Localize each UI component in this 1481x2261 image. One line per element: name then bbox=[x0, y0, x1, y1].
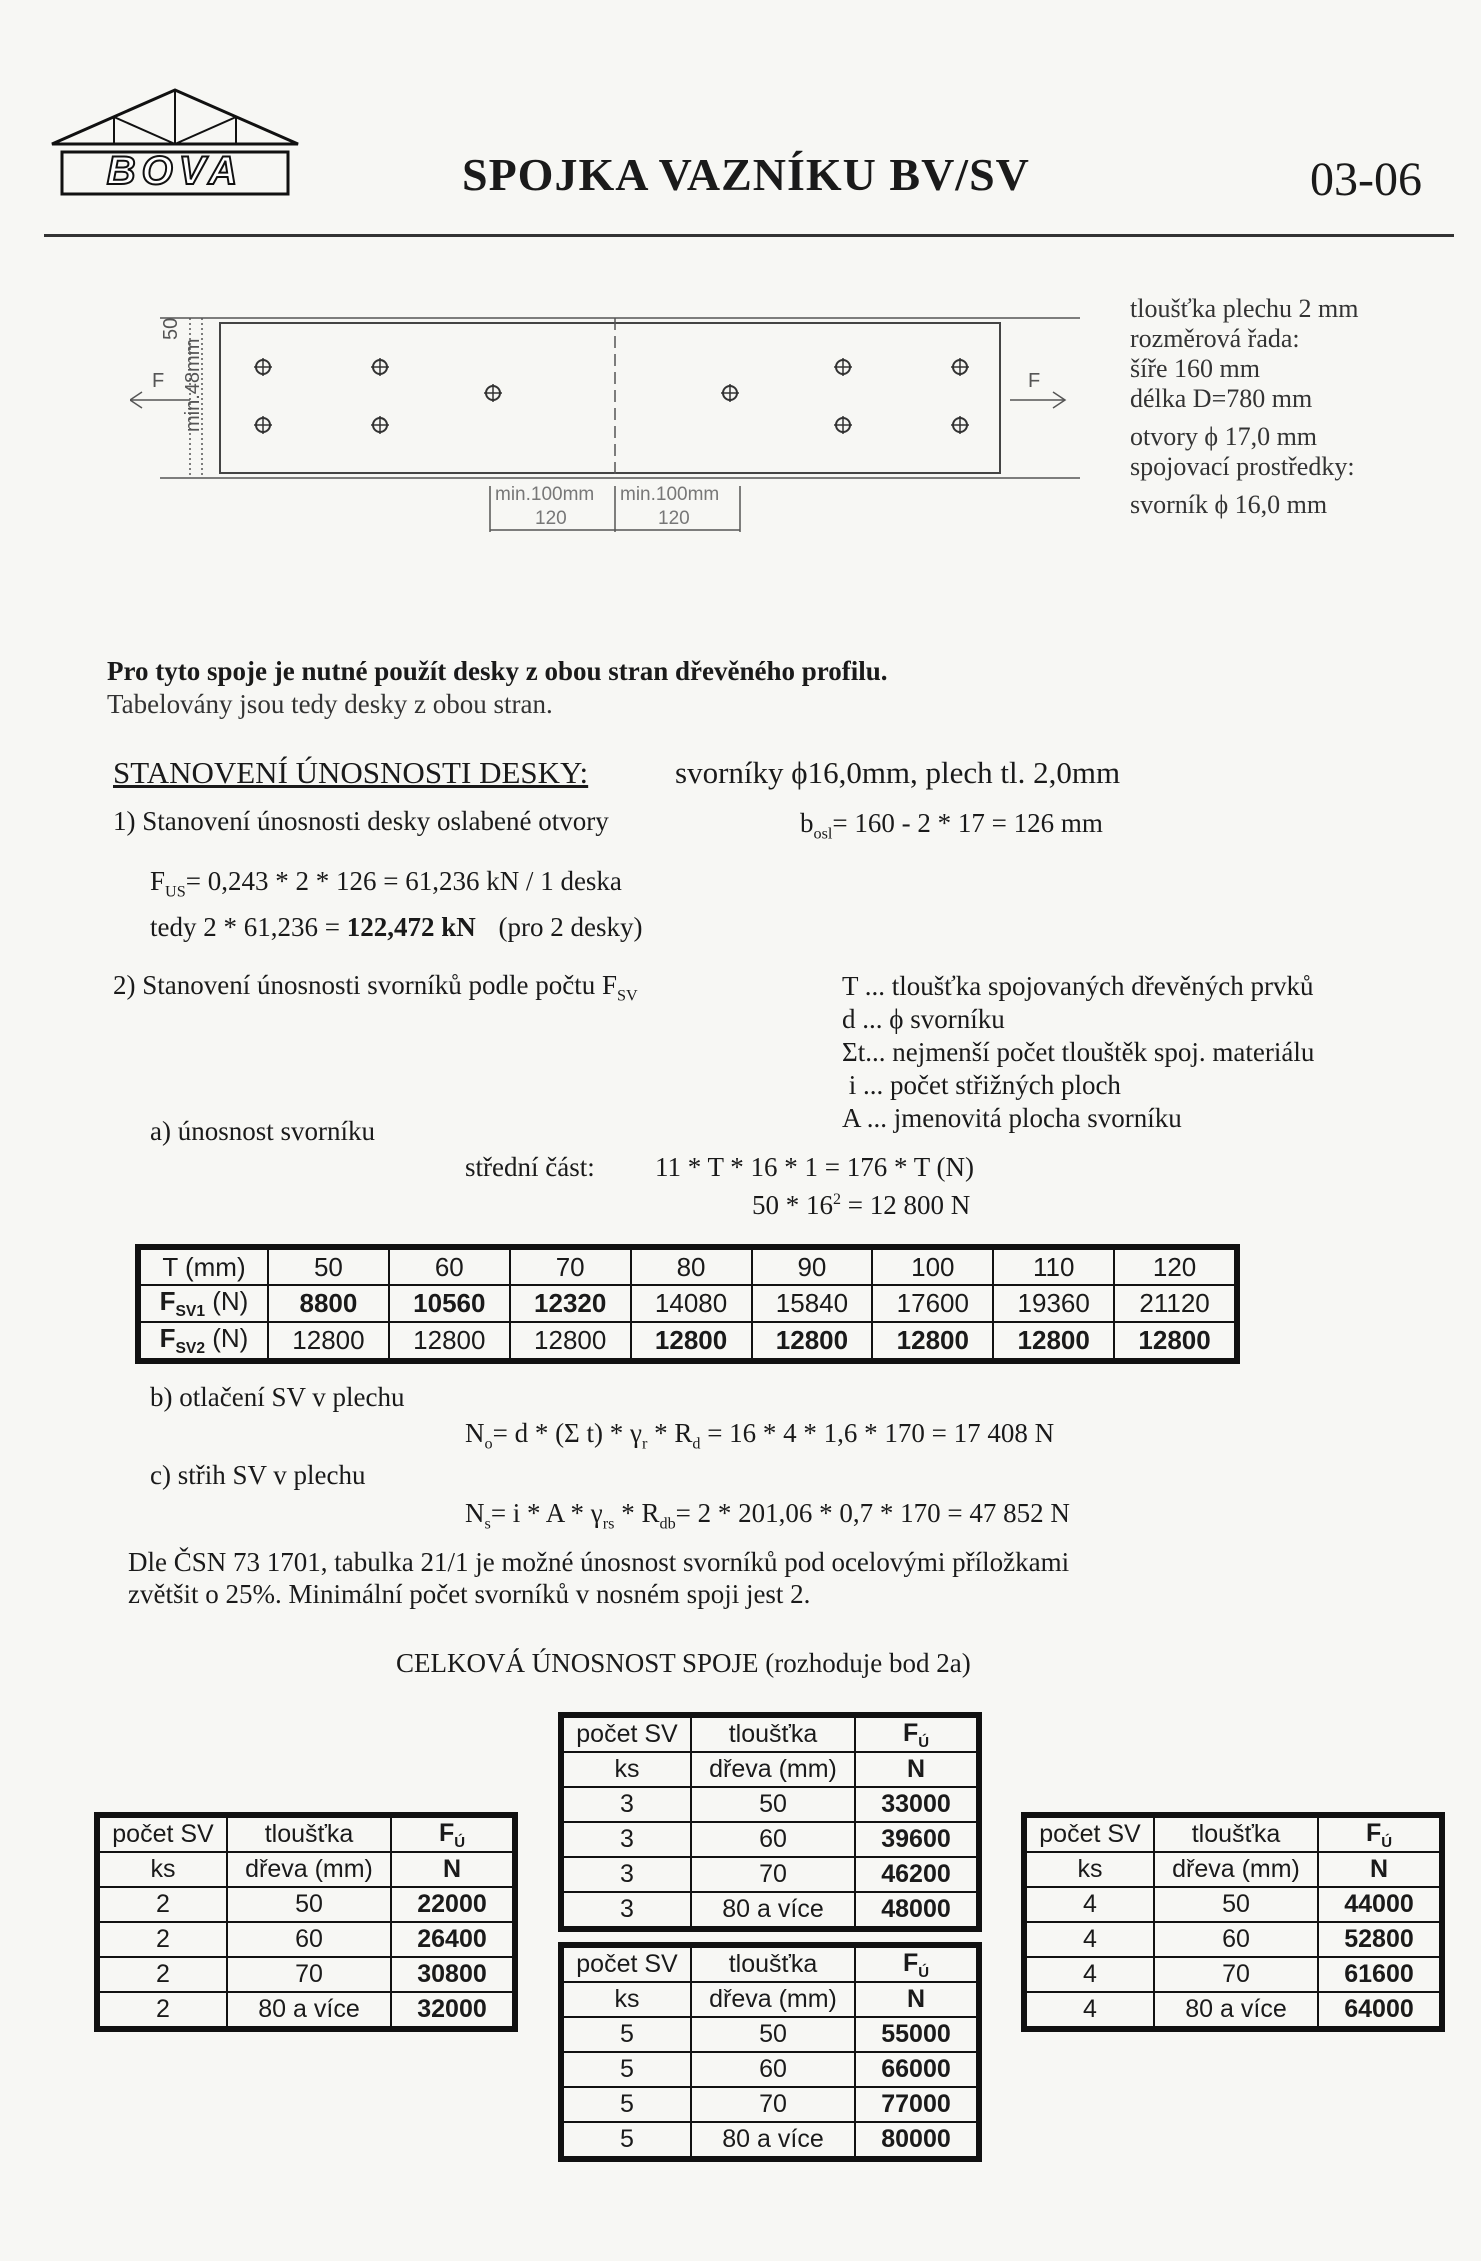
eq-b-r-sub: d bbox=[692, 1434, 701, 1453]
eq-c-gamma-sub: rs bbox=[602, 1514, 615, 1533]
table-cell: 3 bbox=[563, 1892, 691, 1927]
capacity-table-5-bolts-frame bbox=[558, 1942, 982, 2162]
row-label-t: T (mm) bbox=[140, 1249, 268, 1285]
table-cell: 3 bbox=[563, 1822, 691, 1857]
table-cell: 17600 bbox=[872, 1285, 993, 1322]
capacity-table-4-bolts-frame bbox=[1021, 1812, 1445, 2032]
header-cell: ks bbox=[99, 1852, 227, 1887]
table-cell: 100 bbox=[872, 1249, 993, 1285]
dim-120-right: 120 bbox=[658, 508, 690, 529]
fu-sub: Ú bbox=[1381, 1833, 1393, 1851]
row-label-fsv2-sub: SV2 bbox=[175, 1340, 206, 1358]
header-cell: N bbox=[1318, 1852, 1440, 1887]
legend-line: d ... ϕ svorníku bbox=[842, 1004, 1005, 1034]
table-header-row bbox=[1026, 1852, 1440, 1887]
joint-drawing bbox=[130, 300, 1090, 550]
table-cell: 80 a více bbox=[691, 1892, 855, 1927]
table-cell: 60 bbox=[691, 2052, 855, 2087]
tedy-result: 122,472 kN bbox=[346, 912, 476, 942]
header-cell: tloušťka bbox=[227, 1817, 391, 1852]
table-cell: 90 bbox=[752, 1249, 873, 1285]
eq-b-n-sub: o bbox=[484, 1434, 493, 1453]
table-cell: 12800 bbox=[389, 1322, 510, 1359]
capacity-table-2-bolts-frame bbox=[94, 1812, 518, 2032]
table-row bbox=[99, 1992, 513, 2027]
table-cell: 2 bbox=[99, 1957, 227, 1992]
header-cell: tloušťka bbox=[691, 1717, 855, 1752]
spec-line: šíře 160 mm bbox=[1130, 354, 1260, 383]
table-cell: 2 bbox=[99, 1922, 227, 1957]
table-cell: 4 bbox=[1026, 1887, 1154, 1922]
eq-c-r-sub: db bbox=[659, 1514, 676, 1533]
table-row bbox=[563, 2122, 977, 2157]
spec-line: svorník ϕ 16,0 mm bbox=[1130, 490, 1328, 519]
capacity-table-5-bolts bbox=[562, 1946, 978, 2158]
table-row bbox=[1026, 1922, 1440, 1957]
dim-min-right: min.100mm bbox=[620, 484, 720, 505]
table-cell: 12800 bbox=[993, 1322, 1114, 1359]
table-cell: 55000 bbox=[855, 2017, 977, 2052]
fus-equation bbox=[150, 868, 622, 900]
header-cell: dřeva (mm) bbox=[691, 1982, 855, 2017]
header-cell: N bbox=[855, 1752, 977, 1787]
item1: 1) Stanovení únosnosti desky oslabené otvory bbox=[113, 806, 609, 836]
fu-sub: Ú bbox=[918, 1963, 930, 1981]
b-osl-equation bbox=[800, 810, 1103, 842]
table-cell: 80 a více bbox=[227, 1992, 391, 2027]
header-cell bbox=[1318, 1817, 1440, 1852]
table-header-row bbox=[99, 1852, 513, 1887]
table-cell: 5 bbox=[563, 2017, 691, 2052]
legend-line: Σt... nejmenší počet tlouštěk spoj. materiálu bbox=[842, 1037, 1315, 1067]
table-cell: 4 bbox=[1026, 1922, 1154, 1957]
table-cell: 70 bbox=[1154, 1957, 1318, 1992]
section-heading: STANOVENÍ ÚNOSNOSTI DESKY: bbox=[113, 755, 589, 790]
legend-line: A ... jmenovitá plocha svorníku bbox=[842, 1103, 1182, 1133]
table-header-row bbox=[563, 1717, 977, 1752]
header-cell: počet SV bbox=[99, 1817, 227, 1852]
b-osl-symbol: b bbox=[800, 808, 814, 838]
header-cell: tloušťka bbox=[691, 1947, 855, 1982]
spec-line: tloušťka plechu 2 mm bbox=[1130, 294, 1359, 323]
table-header-row bbox=[563, 1947, 977, 1982]
row-label-fsv1-f: F bbox=[159, 1286, 176, 1316]
table-cell: 8800 bbox=[268, 1285, 389, 1322]
stredni-eq2-sup: 2 bbox=[833, 1191, 841, 1208]
table-cell: 14080 bbox=[631, 1285, 752, 1322]
stredni-label: střední část: bbox=[465, 1152, 595, 1182]
header-cell bbox=[391, 1817, 513, 1852]
fus-sub: US bbox=[165, 882, 186, 901]
bolt-capacity-table bbox=[139, 1248, 1236, 1360]
tedy-note: (pro 2 desky) bbox=[498, 912, 643, 942]
table-cell: 50 bbox=[227, 1887, 391, 1922]
table-row bbox=[1026, 1887, 1440, 1922]
spec-line: délka D=780 mm bbox=[1130, 384, 1313, 413]
eq-b-n: N bbox=[465, 1418, 485, 1448]
legend-line: i ... počet střižných ploch bbox=[842, 1070, 1121, 1100]
table-cell: 15840 bbox=[752, 1285, 873, 1322]
specs-block bbox=[1130, 294, 1358, 520]
header-cell: N bbox=[391, 1852, 513, 1887]
spec-line: rozměrová řada: bbox=[1130, 324, 1300, 353]
table-cell: 70 bbox=[227, 1957, 391, 1992]
table-cell: 12800 bbox=[268, 1322, 389, 1359]
table-cell: 66000 bbox=[855, 2052, 977, 2087]
bolt-capacity-table-frame bbox=[135, 1244, 1240, 1364]
table-row bbox=[140, 1322, 1235, 1359]
header-cell: dřeva (mm) bbox=[1154, 1852, 1318, 1887]
table-cell: 44000 bbox=[1318, 1887, 1440, 1922]
table-row bbox=[563, 1822, 977, 1857]
table-cell: 22000 bbox=[391, 1887, 513, 1922]
table-cell: 50 bbox=[691, 2017, 855, 2052]
intro-bold: Pro tyto spoje je nutné použít desky z obou stran dřevěného profilu. bbox=[107, 656, 888, 686]
row-label-fsv1 bbox=[140, 1285, 268, 1322]
table-header-row bbox=[563, 1982, 977, 2017]
table-row bbox=[563, 1787, 977, 1822]
table-cell: 60 bbox=[1154, 1922, 1318, 1957]
spec-line: otvory ϕ 17,0 mm bbox=[1130, 422, 1318, 451]
table-cell: 70 bbox=[691, 2087, 855, 2122]
table-row bbox=[1026, 1992, 1440, 2027]
header-cell: tloušťka bbox=[1154, 1817, 1318, 1852]
row-label-fsv2-unit: (N) bbox=[205, 1323, 249, 1354]
fu-symbol: F bbox=[1365, 1818, 1382, 1847]
item-a: a) únosnost svorníku bbox=[150, 1116, 375, 1146]
table-cell: 39600 bbox=[855, 1822, 977, 1857]
table-cell: 70 bbox=[691, 1857, 855, 1892]
fu-symbol: F bbox=[902, 1948, 919, 1977]
header-cell bbox=[855, 1717, 977, 1752]
spec-line: spojovací prostředky: bbox=[1130, 452, 1355, 481]
table-row bbox=[563, 2087, 977, 2122]
table-cell: 70 bbox=[510, 1249, 631, 1285]
table-cell: 32000 bbox=[391, 1992, 513, 2027]
table-cell: 26400 bbox=[391, 1922, 513, 1957]
row-label-fsv1-unit: (N) bbox=[205, 1286, 249, 1316]
dim-vertical-50: 50 bbox=[160, 317, 182, 340]
fus-rhs: = 0,243 * 2 * 126 = 61,236 kN / 1 deska bbox=[185, 866, 622, 896]
force-label-right: F bbox=[1028, 370, 1041, 392]
table-cell: 12800 bbox=[872, 1322, 993, 1359]
table-cell: 77000 bbox=[855, 2087, 977, 2122]
table-cell: 80000 bbox=[855, 2122, 977, 2157]
table-cell: 110 bbox=[993, 1249, 1114, 1285]
stredni-eq2-b: = 12 800 N bbox=[841, 1190, 971, 1220]
table-cell: 2 bbox=[99, 1992, 227, 2027]
stredni-eq2-a: 50 * 16 bbox=[752, 1190, 833, 1220]
table-row bbox=[563, 1857, 977, 1892]
table-cell: 46200 bbox=[855, 1857, 977, 1892]
stredni-eq2 bbox=[752, 1192, 970, 1219]
capacity-table-3-bolts-frame bbox=[558, 1712, 982, 1932]
table-cell: 48000 bbox=[855, 1892, 977, 1927]
total-heading: CELKOVÁ ÚNOSNOST SPOJE (rozhoduje bod 2a) bbox=[396, 1648, 971, 1678]
table-cell: 12800 bbox=[1114, 1322, 1235, 1359]
norm-note-line1: Dle ČSN 73 1701, tabulka 21/1 je možné únosnost svorníků pod ocelovými příložkami bbox=[128, 1547, 1070, 1577]
eq-c-part3: = 2 * 201,06 * 0,7 * 170 = 47 852 N bbox=[675, 1498, 1070, 1528]
table-cell: 12800 bbox=[752, 1322, 873, 1359]
table-cell: 60 bbox=[227, 1922, 391, 1957]
intro-normal: Tabelovány jsou tedy desky z obou stran. bbox=[107, 689, 553, 719]
section-heading-note: svorníky ϕ16,0mm, plech tl. 2,0mm bbox=[675, 755, 1121, 790]
section-c-equation bbox=[465, 1500, 1070, 1532]
table-cell: 80 a více bbox=[691, 2122, 855, 2157]
table-cell: 50 bbox=[1154, 1887, 1318, 1922]
table-cell: 80 a více bbox=[1154, 1992, 1318, 2027]
fu-sub: Ú bbox=[454, 1833, 466, 1851]
row-label-fsv2 bbox=[140, 1322, 268, 1359]
force-label-left: F bbox=[152, 370, 165, 392]
table-cell: 19360 bbox=[993, 1285, 1114, 1322]
page-title: SPOJKA VAZNÍKU BV/SV bbox=[462, 149, 1030, 200]
eq-b-part1: = d * (Σ t) * γ bbox=[492, 1418, 642, 1448]
table-row bbox=[563, 2017, 977, 2052]
fus-symbol: F bbox=[150, 866, 166, 896]
eq-b-part2: * R bbox=[647, 1418, 693, 1448]
fu-symbol: F bbox=[438, 1818, 455, 1847]
table-cell: 10560 bbox=[389, 1285, 510, 1322]
table-cell: 5 bbox=[563, 2122, 691, 2157]
eq-b-gamma-sub: r bbox=[641, 1434, 648, 1453]
capacity-table-4-bolts bbox=[1025, 1816, 1441, 2028]
section-c-label: c) střih SV v plechu bbox=[150, 1460, 366, 1490]
table-cell: 2 bbox=[99, 1887, 227, 1922]
table-row bbox=[563, 1892, 977, 1927]
eq-c-n: N bbox=[465, 1498, 485, 1528]
table-cell: 30800 bbox=[391, 1957, 513, 1992]
page-number: 03-06 bbox=[1310, 153, 1422, 206]
capacity-table-3-bolts bbox=[562, 1716, 978, 1928]
header-cell: ks bbox=[563, 1982, 691, 2017]
eq-b-part3: = 16 * 4 * 1,6 * 170 = 17 408 N bbox=[700, 1418, 1055, 1448]
legend-line: T ... tloušťka spojovaných dřevěných prvků bbox=[842, 971, 1314, 1001]
table-header-row bbox=[99, 1817, 513, 1852]
header-cell: dřeva (mm) bbox=[227, 1852, 391, 1887]
tedy-lhs: tedy 2 * 61,236 = bbox=[150, 912, 340, 942]
table-cell: 4 bbox=[1026, 1957, 1154, 1992]
header-cell: N bbox=[855, 1982, 977, 2017]
table-cell: 5 bbox=[563, 2087, 691, 2122]
table-cell: 4 bbox=[1026, 1992, 1154, 2027]
table-cell: 61600 bbox=[1318, 1957, 1440, 1992]
item2-sub: SV bbox=[616, 986, 638, 1005]
header-rule bbox=[44, 234, 1454, 237]
table-row bbox=[1026, 1957, 1440, 1992]
header-cell bbox=[855, 1947, 977, 1982]
table-cell: 3 bbox=[563, 1787, 691, 1822]
row-label-fsv2-f: F bbox=[159, 1323, 176, 1354]
header-cell: počet SV bbox=[1026, 1817, 1154, 1852]
stredni-eq1: 11 * T * 16 * 1 = 176 * T (N) bbox=[655, 1152, 974, 1182]
steel-plate-drawing bbox=[130, 300, 1090, 550]
table-cell: 80 bbox=[631, 1249, 752, 1285]
table-cell: 12800 bbox=[510, 1322, 631, 1359]
table-row bbox=[99, 1922, 513, 1957]
table-row bbox=[140, 1249, 1235, 1285]
table-cell: 3 bbox=[563, 1857, 691, 1892]
eq-c-part1: = i * A * γ bbox=[490, 1498, 603, 1528]
table-cell: 12320 bbox=[510, 1285, 631, 1322]
table-header-row bbox=[563, 1752, 977, 1787]
table-cell: 33000 bbox=[855, 1787, 977, 1822]
symbol-legend bbox=[842, 970, 1314, 1135]
section-b-equation bbox=[465, 1420, 1054, 1452]
table-cell: 12800 bbox=[631, 1322, 752, 1359]
header-cell: ks bbox=[1026, 1852, 1154, 1887]
header-cell: dřeva (mm) bbox=[691, 1752, 855, 1787]
eq-c-n-sub: s bbox=[484, 1514, 491, 1533]
dim-vertical-min48: min.48mm bbox=[182, 338, 204, 432]
table-cell: 120 bbox=[1114, 1249, 1235, 1285]
table-cell: 50 bbox=[691, 1787, 855, 1822]
item2 bbox=[113, 972, 638, 1004]
tedy-line bbox=[150, 914, 642, 941]
table-cell: 52800 bbox=[1318, 1922, 1440, 1957]
item2-text: 2) Stanovení únosnosti svorníků podle počtu F bbox=[113, 970, 617, 1000]
norm-note-line2: zvětšit o 25%. Minimální počet svorníků v nosném spoji jest 2. bbox=[128, 1579, 811, 1609]
logo bbox=[44, 86, 306, 198]
table-header-row bbox=[1026, 1817, 1440, 1852]
table-cell: 21120 bbox=[1114, 1285, 1235, 1322]
table-row bbox=[99, 1957, 513, 1992]
table-row bbox=[140, 1285, 1235, 1322]
header-cell: ks bbox=[563, 1752, 691, 1787]
logo-text: BOVA bbox=[106, 149, 244, 193]
table-row bbox=[563, 2052, 977, 2087]
dim-min-left: min.100mm bbox=[495, 484, 595, 505]
capacity-table-2-bolts bbox=[98, 1816, 514, 2028]
table-cell: 5 bbox=[563, 2052, 691, 2087]
table-row bbox=[99, 1887, 513, 1922]
table-cell: 64000 bbox=[1318, 1992, 1440, 2027]
header-cell: počet SV bbox=[563, 1947, 691, 1982]
b-osl-rhs: = 160 - 2 * 17 = 126 mm bbox=[832, 808, 1103, 838]
table-cell: 60 bbox=[389, 1249, 510, 1285]
table-cell: 60 bbox=[691, 1822, 855, 1857]
fu-symbol: F bbox=[902, 1718, 919, 1747]
table-cell: 50 bbox=[268, 1249, 389, 1285]
header-cell: počet SV bbox=[563, 1717, 691, 1752]
row-label-fsv1-sub: SV1 bbox=[175, 1303, 206, 1321]
section-b-label: b) otlačení SV v plechu bbox=[150, 1382, 405, 1412]
eq-c-part2: * R bbox=[614, 1498, 660, 1528]
fu-sub: Ú bbox=[918, 1733, 930, 1751]
b-osl-sub: osl bbox=[813, 824, 833, 843]
dim-120-left: 120 bbox=[535, 508, 567, 529]
